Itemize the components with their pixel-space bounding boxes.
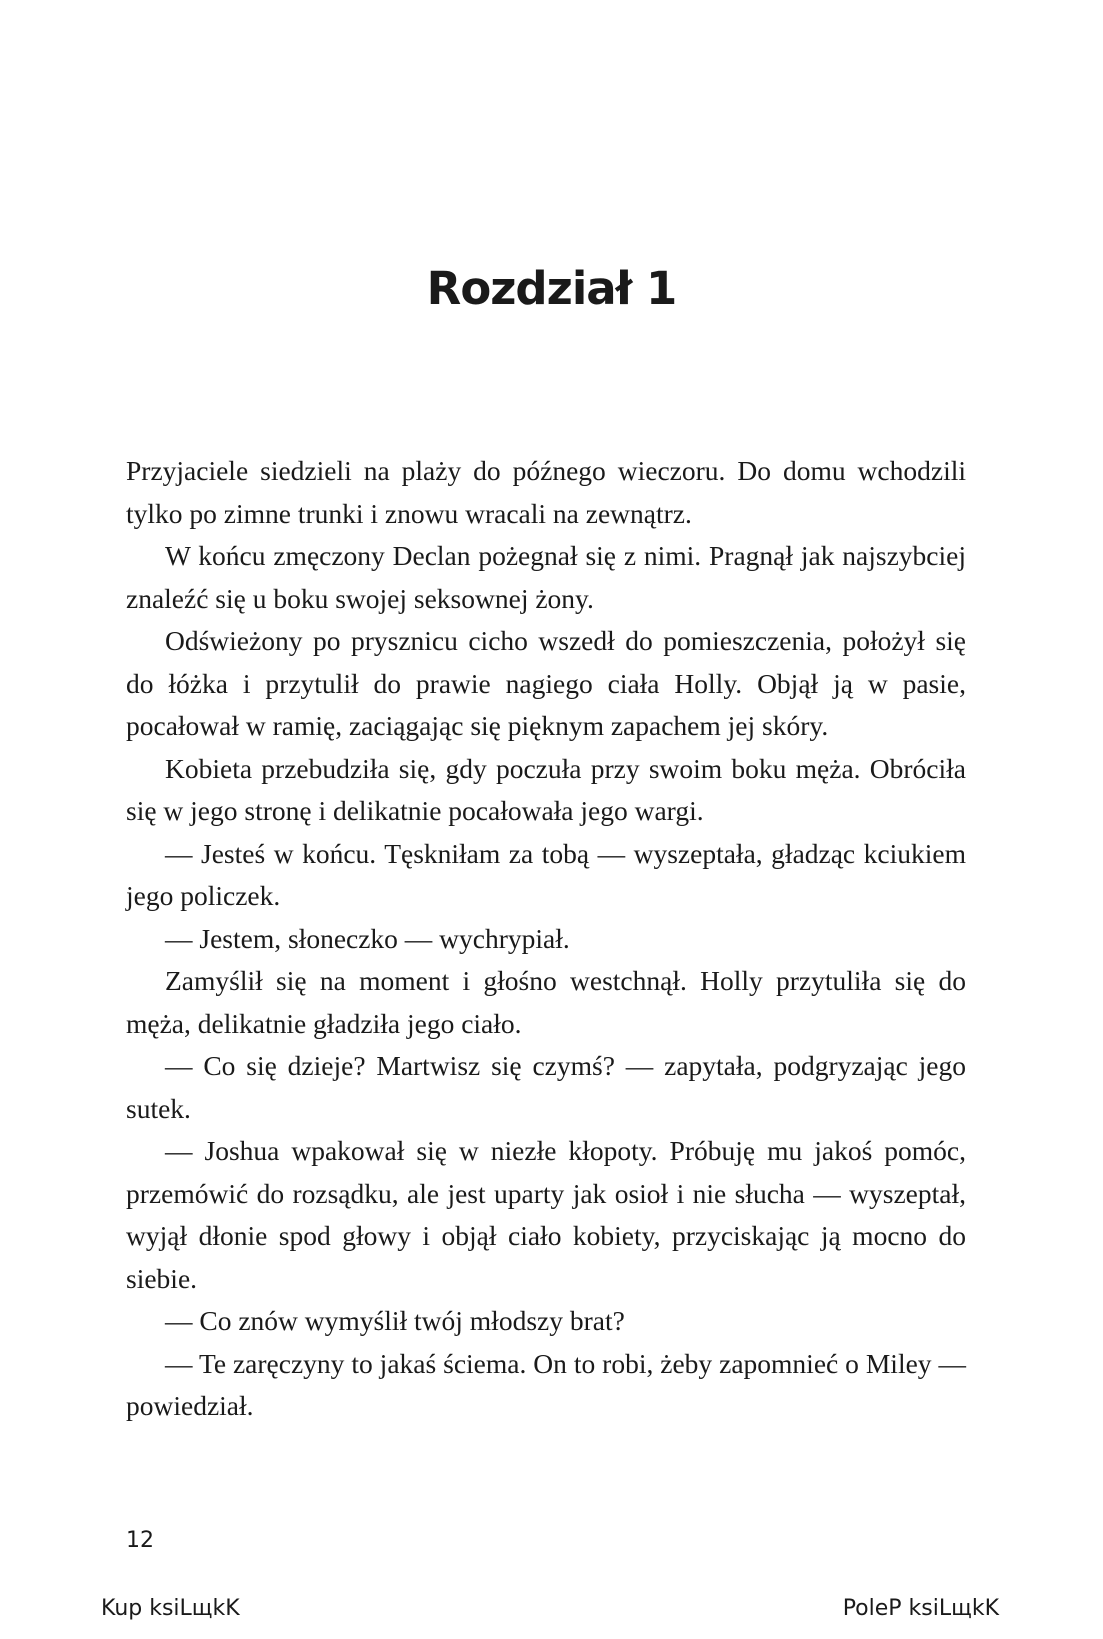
paragraph: Zamyślił się na moment i głośno westchnął. Holly przytuliła się do męża, delikatnie gładziła jego ciało. xyxy=(126,965,966,1039)
paragraph: Przyjaciele siedzieli na plaży do późnego wieczoru. Do domu wchodzili tylko po zimne trunki i znowu wracali na zewnątrz. xyxy=(126,455,966,529)
buy-book-link[interactable]: Kup ksiLщkK xyxy=(101,1596,240,1621)
chapter-body xyxy=(126,450,966,1428)
paragraph: Kobieta przebudziła się, gdy poczuła przy swoim boku męża. Obróciła się w jego stronę i delikatnie pocałowała jego wargi. xyxy=(126,752,966,826)
dialogue-paragraph: — Jesteś w końcu. Tęskniłam za tobą — wyszeptała, gładząc kciukiem jego policzek. xyxy=(126,837,966,911)
chapter-title: Rozdział 1 xyxy=(426,262,677,315)
dialogue-paragraph: — Te zaręczyny to jakaś ściema. On to robi, żeby zapomnieć o Miley — powiedział. xyxy=(126,1347,966,1421)
recommend-book-link[interactable]: PoleP ksiLщkK xyxy=(842,1596,999,1621)
paragraph: Odświeżony po prysznicu cicho wszedł do pomieszczenia, położył się do łóżka i przytulił do prawie nagiego ciała Holly. Objął ją w pasie, pocałował w ramię, zaciągając się pięknym zapachem jej skóry. xyxy=(126,625,966,741)
dialogue-paragraph: — Jestem, słoneczko — wychrypiał. xyxy=(165,922,570,954)
dialogue-paragraph: — Co się dzieje? Martwisz się czymś? — zapytała, podgryzając jego sutek. xyxy=(126,1050,966,1124)
dialogue-paragraph: — Joshua wpakował się w niezłe kłopoty. Próbuję mu jakoś pomóc, przemówić do rozsądku, ale jest uparty jak osioł i nie słucha — wyszeptał, wyjął dłonie spod głowy i objął ciało kobiety, przyciskając ją mocno do siebie. xyxy=(126,1135,966,1294)
page-number: 12 xyxy=(126,1528,154,1553)
paragraph: W końcu zmęczony Declan pożegnał się z nimi. Pragnął jak najszybciej znaleźć się u boku swojej seksownej żony. xyxy=(126,540,966,614)
dialogue-paragraph: — Co znów wymyślił twój młodszy brat? xyxy=(165,1305,625,1336)
